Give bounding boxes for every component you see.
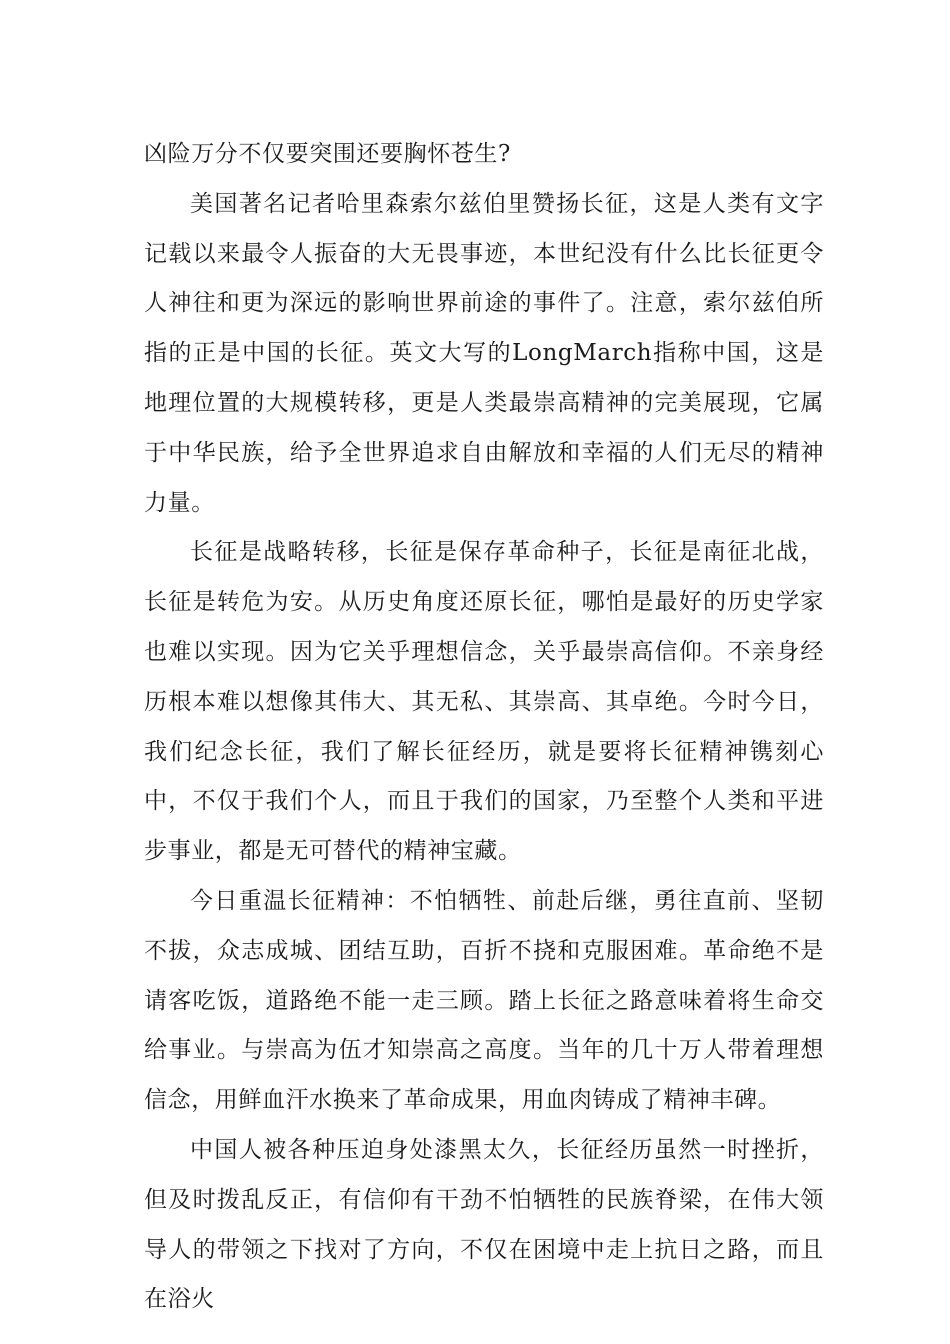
paragraph-long-march-spirit: 今日重温长征精神：不怕牺牲、前赴后继，勇往直前、坚韧不拔，众志成城、团结互助，百折不挠和克服困难。革命绝不是请客吃饭，道路绝不能一走三顾。踏上长征之路意味着将生命交给事业。与崇高为伍才知崇高之高度。当年的几十万人带着理想信念，用鲜血汗水换来了革命成果，用血肉铸成了精神丰碑。 [144, 887, 824, 1114]
paragraph-salisbury: 美国著名记者哈里森索尔兹伯里赞扬长征，这是人类有文字记载以来最令人振奋的大无畏事迹，本世纪没有什么比长征更令人神往和更为深远的影响世界前途的事件了。注意，索尔兹伯所指的正是中国的长征。英文大写的LongMarch指称中国，这是地理位置的大规模转移，更是人类最崇高精神的完美展现，它属于中华民族，给予全世界追求自由解放和幸福的人们无尽的精神力量。 [144, 190, 824, 516]
paragraph-strategic-transfer: 长征是战略转移，长征是保存革命种子，长征是南征北战，长征是转危为安。从历史角度还原长征，哪怕是最好的历史学家也难以实现。因为它关乎理想信念，关乎最崇高信仰。不亲身经历根本难以想像其伟大、其无私、其崇高、其卓绝。今时今日，我们纪念长征，我们了解长征经历，就是要将长征精神镌刻心中，不仅于我们个人，而且于我们的国家，乃至整个人类和平进步事业，都是无可替代的精神宝藏。 [144, 539, 824, 865]
paragraph-continuation: 凶险万分不仅要突围还要胸怀苍生? [144, 141, 511, 167]
document-body [144, 130, 824, 1325]
paragraph-chinese-people: 中国人被各种压迫身处漆黑太久，长征经历虽然一时挫折，但及时拨乱反正，有信仰有干劲不怕牺牲的民族脊梁，在伟大领导人的带领之下找对了方向，不仅在困境中走上抗日之路，而且在浴火 [144, 1136, 824, 1313]
